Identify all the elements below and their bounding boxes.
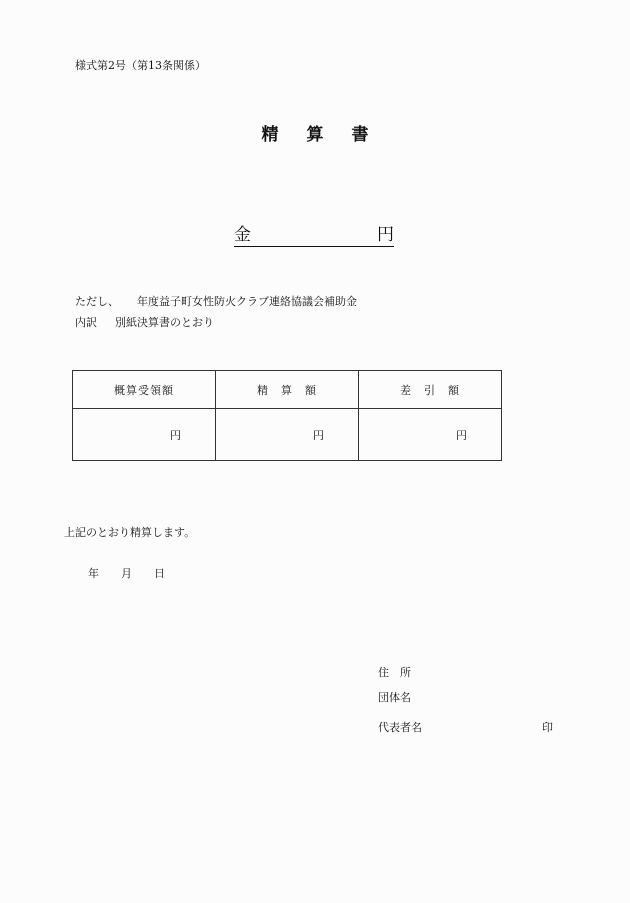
form-number: 様式第2号（第13条関係）: [75, 59, 206, 72]
table-row: [73, 409, 502, 461]
amount-line: [234, 220, 394, 247]
header-settlement-amount: 精 算 額: [216, 371, 359, 409]
table-header-row: [73, 371, 502, 409]
organization-label: 団体名: [378, 691, 411, 704]
settlement-table: [72, 370, 502, 461]
amount-prefix: 金: [234, 225, 251, 245]
cell-settlement-amount[interactable]: 円: [216, 409, 359, 461]
address-label: 住 所: [378, 666, 411, 679]
statement: 上記のとおり精算します。: [64, 526, 196, 539]
note-line-2-text: 別紙決算書のとおり: [115, 316, 214, 329]
document-title: 精算書: [261, 125, 397, 145]
representative-label: 代表者名: [378, 721, 422, 734]
note-line-1: [75, 293, 357, 309]
header-difference: 差 引 額: [359, 371, 502, 409]
seal-label: 印: [542, 721, 553, 734]
date-line[interactable]: 年 月 日: [88, 567, 165, 580]
note-line-1-text: 年度益子町女性防火クラブ連絡協議会補助金: [137, 295, 357, 308]
header-estimated-received: 概算受領額: [73, 371, 216, 409]
note-line-2-prefix: 内訳: [75, 316, 97, 329]
cell-estimated-received[interactable]: 円: [73, 409, 216, 461]
amount-suffix: 円: [377, 225, 394, 245]
cell-difference[interactable]: 円: [359, 409, 502, 461]
note-line-2: [75, 314, 214, 330]
note-line-1-prefix: ただし、: [75, 295, 119, 308]
